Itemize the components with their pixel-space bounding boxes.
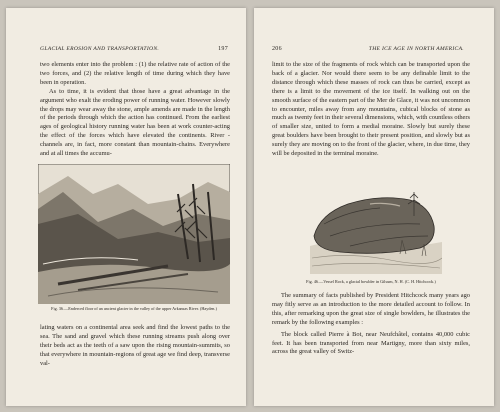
right-paragraph-1: limit to the size of the fragments of rock which can be transported upon the back of a glacier. Nor would there seem to be any definable limit to the distance through which these masses of rock can thus be carried, except as there is a limit to the movement of the ice itself. In walking out on the smooth surface of the eastern part of the Mer de Glace, it was not uncommon to encounter, miles away from any mountains, cubical blocks of stone as much as twenty feet in their several dimensions, which, with countless others of smaller size, united to form a medial moraine. Slowly but surely these great boulders have been brought to their present position, and slowly but as surely they are moving on to the front of the glacier, where, in due time, they will be deposited in the terminal moraine. xyxy=(272,61,470,158)
right-figure xyxy=(310,174,442,274)
right-body-text-bottom xyxy=(272,292,470,357)
right-paragraph-3: The block called Pierre à Bot, near Neufchâtel, contains 40,000 cubic feet. It has been transported from near Martigny, more than sixty miles, across the great valley of Switz- xyxy=(272,330,470,356)
left-figure-caption: Fig. 36.—Enderced floor of an ancient glacier in the valley of the upper Arkansas River. (Hayden.) xyxy=(51,306,217,311)
glacier-valley-illustration xyxy=(38,164,230,304)
left-body-text-bottom xyxy=(40,324,230,369)
right-page-number: 206 xyxy=(272,46,282,52)
left-header-title: GLACIAL EROSION AND TRANSPORTATION. xyxy=(40,46,160,52)
right-running-header xyxy=(272,46,464,52)
left-running-header xyxy=(40,46,228,52)
vessel-rock-illustration xyxy=(310,174,442,274)
right-header-title: THE ICE AGE IN NORTH AMERICA. xyxy=(368,46,464,52)
left-page xyxy=(6,8,246,406)
right-paragraph-2: The summary of facts published by President Hitchcock many years ago may fitly serve as an introduction to the more detailed account to follow. In this, after remarking upon the great size of single bowlders, he illustrates the remark by the following examples : xyxy=(272,292,470,326)
right-body-text-top xyxy=(272,61,470,159)
right-page xyxy=(254,8,494,406)
left-paragraph-2: As to time, it is evident that those have a great advantage in the argument who exalt the eroding power of running water. However slowly the drops may wear away the stone, ample amends are made in the length of the periods through which the action has continued. From the earliest ages of geological history running water has been at work counter-acting the effect of the forces which have elevated the continents. River - channels are, in fact, more constant than mountain-chains. Everywhere and at all times the accumu- xyxy=(40,87,230,158)
right-figure-caption: Fig. 46.—Vessel Rock, a glacial bowlder in Gilsum, N. H. (C. H. Hitchcock.) xyxy=(306,279,436,284)
left-paragraph-3: lating waters on a continental area seek and find the lowest paths to the sea. The sand and gravel which these running streams push along over their beds act as the teeth of a saw upon the rising mountain-summits, so that everywhere in mountain-regions of great age we find deep, transverse val- xyxy=(40,324,230,367)
left-body-text-top xyxy=(40,61,230,159)
left-page-number: 197 xyxy=(218,46,228,52)
left-figure xyxy=(38,164,230,304)
left-paragraph-1: two elements enter into the problem : (1) the relative rate of action of the two forces, and (2) the relative length of time during which they have been in operation. xyxy=(40,61,230,86)
